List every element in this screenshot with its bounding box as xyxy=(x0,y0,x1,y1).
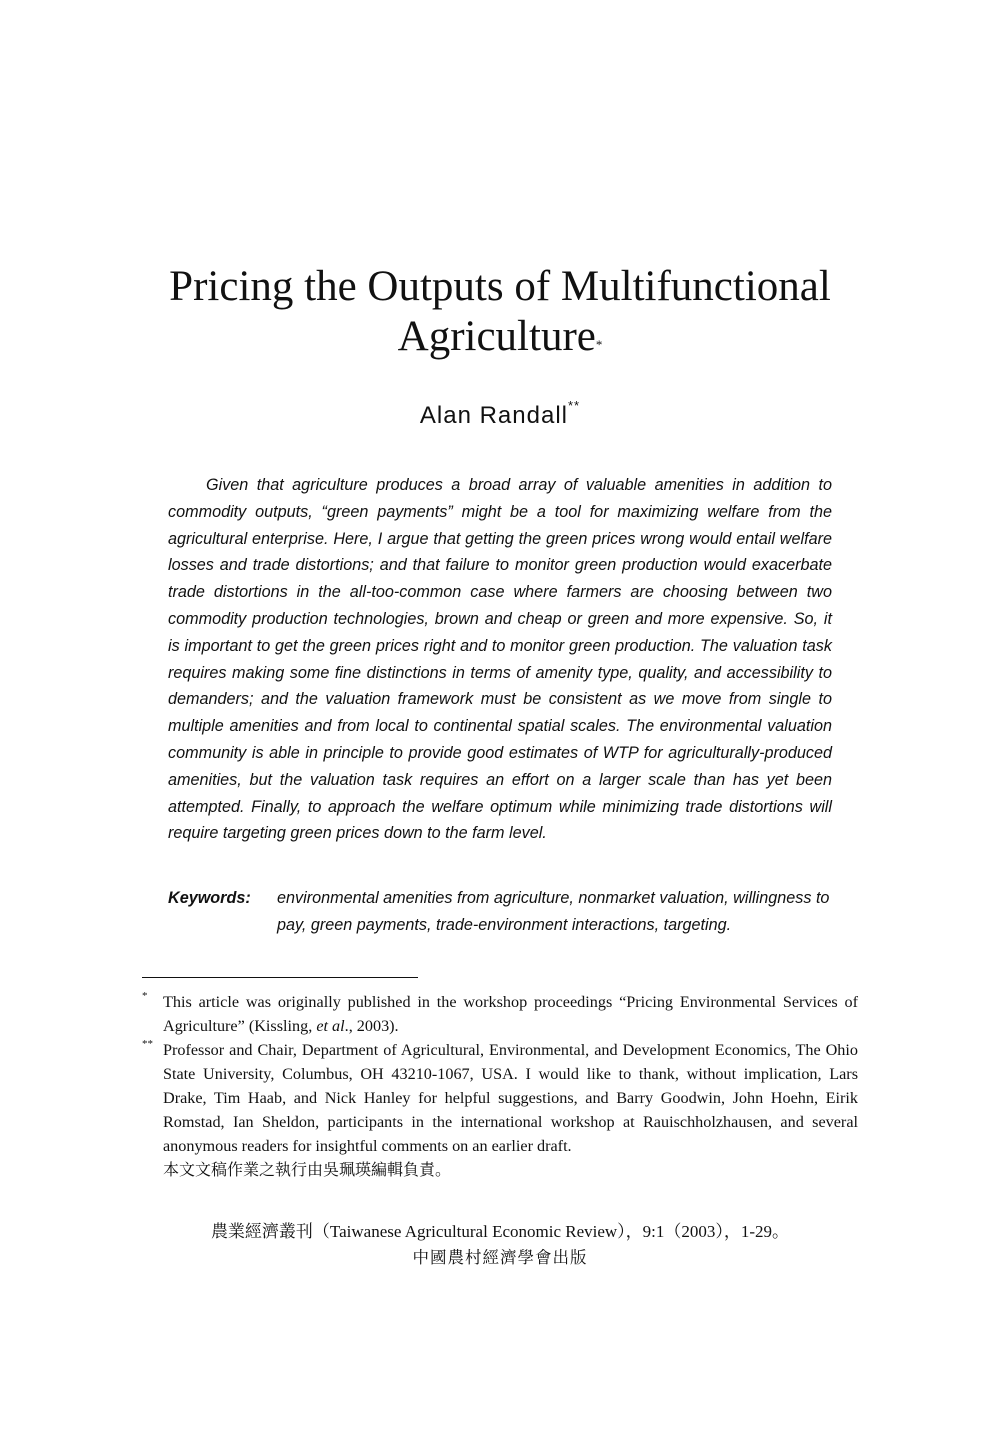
paper-title xyxy=(0,262,1000,362)
publisher-line: 中國農村經濟學會出版 xyxy=(412,1248,588,1267)
keywords-block xyxy=(168,885,832,939)
footnote-2-text: Professor and Chair, Department of Agricultural, Environmental, and Development Economics, The Ohio State University, Columbus, OH 43210-1067, USA. I would like to thank, without implication, Lars Drake, Tim Haab, and Nick Hanley for helpful suggestions, and Barry Goodwin, John Hoehn, Eirik Romstad, Ian Sheldon, participants in the international workshop at Rauischholzhausen, and several anonymous readers for insightful comments on an earlier draft. xyxy=(163,1041,858,1155)
journal-citation: 農業經濟叢刊（Taiwanese Agricultural Economic Review），9:1（2003），1-29。 xyxy=(210,1222,790,1241)
footnotes xyxy=(142,990,858,1182)
author-name: Alan Randall xyxy=(419,402,568,429)
footnote-2 xyxy=(142,1038,858,1158)
footnote-1-italic: et al xyxy=(316,1017,345,1035)
footnote-divider xyxy=(142,977,418,978)
footnote-2-mark: ** xyxy=(142,1038,153,1050)
author-footnote-mark: ** xyxy=(567,398,581,413)
footnote-1-text: This article was originally published in the workshop proceedings “Pricing Environmental Services of Agriculture” (Kissling, xyxy=(163,993,858,1035)
keywords-label: Keywords: xyxy=(168,889,251,907)
title-line-1: Pricing the Outputs of Multifunctional xyxy=(169,263,831,310)
footnote-1 xyxy=(142,990,858,1038)
footnote-1-text-end: ., 2003). xyxy=(344,1017,399,1035)
author-line xyxy=(0,398,1000,430)
title-footnote-mark: * xyxy=(595,337,603,352)
keywords-text: environmental amenities from agriculture, nonmarket valuation, willingness to pay, green payments, trade-environment interactions, targeting. xyxy=(277,889,830,934)
editor-note: 本文文稿作業之執行由吳珮瑛編輯負責。 xyxy=(163,1160,452,1179)
title-line-2: Agriculture xyxy=(397,313,596,360)
footnote-1-mark: * xyxy=(142,990,148,1002)
abstract: Given that agriculture produces a broad array of valuable amenities in addition to commodity outputs, “green payments” might be a tool for maximizing welfare from the agricultural enterprise. Here, I argue that getting the green prices wrong would entail welfare losses and trade distortions; and that failure to monitor green production would exacerbate trade distortions in the all-too-common case where farmers are choosing between two commodity production technologies, brown and cheap or green and more expensive. So, it is important to get the green prices right and to monitor green production. The valuation task requires making some fine distinctions in terms of amenity type, quality, and accessibility to demanders; and the valuation framework must be consistent as we move from single to multiple amenities and from local to continental spatial scales. The environmental valuation community is able in principle to provide good estimates of WTP for agriculturally-produced amenities, but the valuation task requires an effort on a larger scale than has yet been attempted. Finally, to approach the welfare optimum while minimizing trade distortions will require targeting green prices down to the farm level. xyxy=(168,476,832,843)
